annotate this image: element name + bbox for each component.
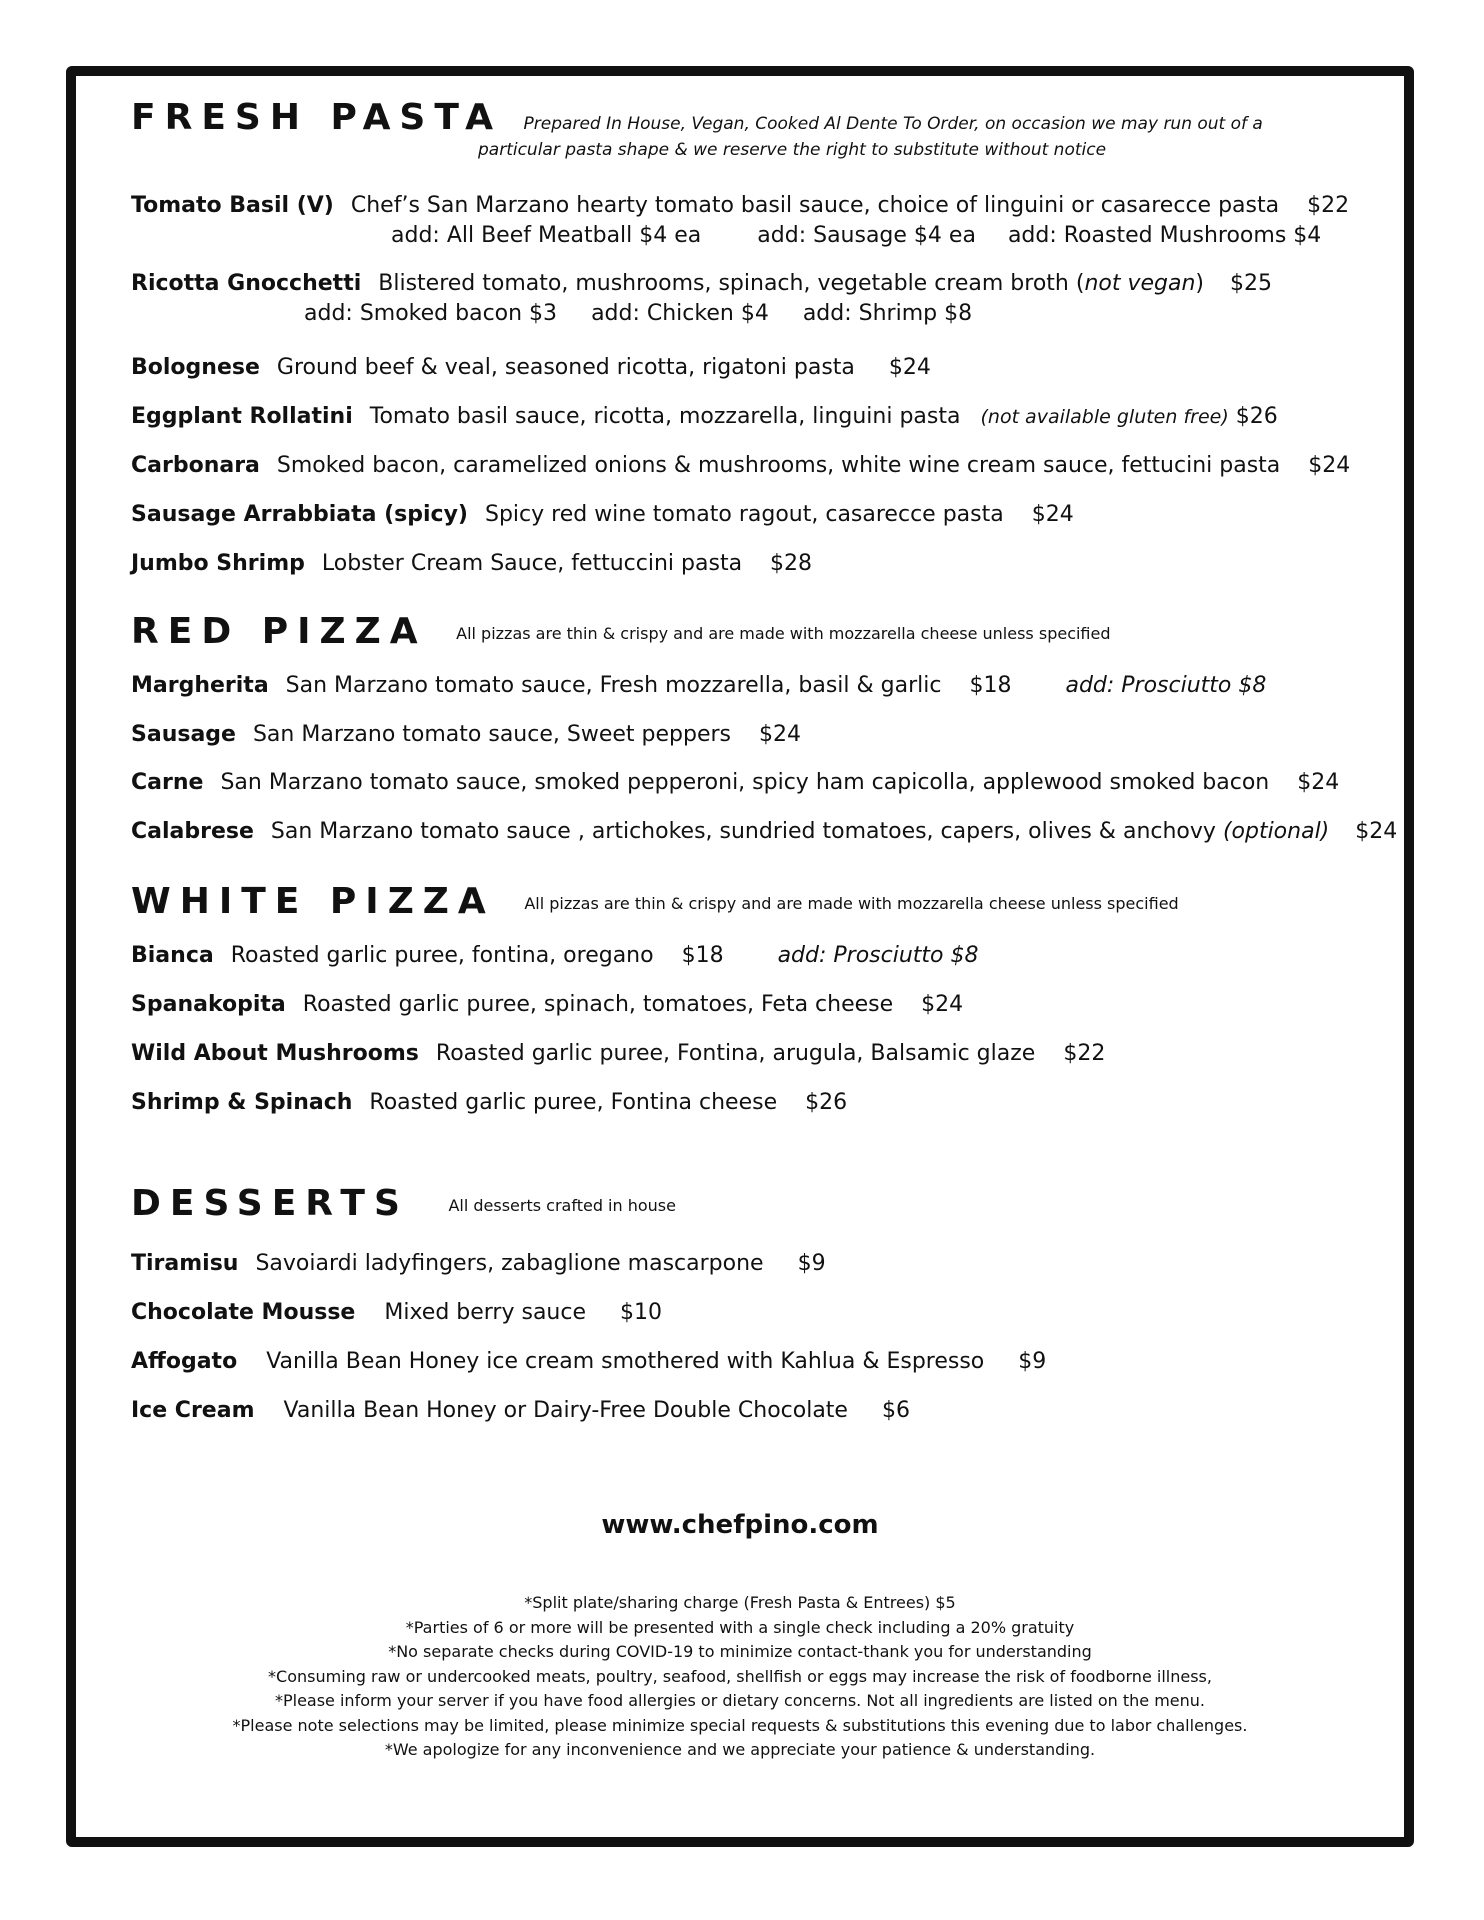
dish-price: $24: [1297, 770, 1340, 795]
dish-name: Carbonara: [131, 453, 260, 478]
dish-description: San Marzano tomato sauce , artichokes, sundried tomatoes, capers, olives & anchovy: [270, 819, 1216, 844]
section-title-desserts: [131, 1184, 676, 1226]
menu-item-ice-cream: [131, 1397, 910, 1425]
dish-description: Mixed berry sauce: [384, 1300, 587, 1325]
menu-item-calabrese: [131, 818, 1397, 846]
dish-price: $24: [1031, 502, 1074, 527]
dish-name: Margherita: [131, 673, 269, 698]
dish-name: Tomato Basil (V): [131, 193, 334, 218]
menu-item-carbonara: [131, 452, 1350, 480]
dish-note: not vegan: [1084, 271, 1196, 296]
dish-description: Vanilla Bean Honey ice cream smothered with Kahlua & Espresso: [266, 1349, 985, 1374]
dish-name: Carne: [131, 770, 204, 795]
dish-note: (not available gluten free): [980, 406, 1229, 428]
white-pizza-note: All pizzas are thin & crispy and are made with mozzarella cheese unless specified: [524, 894, 1179, 913]
dish-name: Sausage: [131, 722, 236, 747]
footer-note: *We apologize for any inconvenience and we appreciate your patience & understanding.: [384, 1740, 1096, 1759]
dish-price: $24: [921, 992, 964, 1017]
footer-note: *Please inform your server if you have food allergies or dietary concerns. Not all ingredients are listed on the menu.: [274, 1691, 1206, 1710]
menu-item-sausage-pizza: [131, 721, 801, 749]
addon: add: All Beef Meatball $4 ea: [391, 223, 702, 248]
dish-note: (optional): [1222, 819, 1330, 844]
menu-item-bolognese: [131, 354, 931, 382]
fresh-pasta-note-line1: Prepared In House, Vegan, Cooked Al Dente To Order, on occasion we may run out of a: [523, 114, 1263, 134]
dish-name: Eggplant Rollatini: [131, 404, 353, 429]
dish-price: $9: [797, 1251, 826, 1276]
addon: add: Prosciutto $8: [777, 943, 979, 968]
addon: add: Shrimp $8: [802, 301, 973, 326]
menu-item-tomato-basil-addons: [391, 222, 1321, 250]
dish-description: Tomato basil sauce, ricotta, mozzarella, linguini pasta: [369, 404, 961, 429]
dish-description: San Marzano tomato sauce, Fresh mozzarella, basil & garlic: [285, 673, 942, 698]
dish-description: Spicy red wine tomato ragout, casarecce pasta: [484, 502, 1004, 527]
dish-name: Affogato: [131, 1349, 238, 1374]
menu-item-eggplant-rollatini: [131, 403, 1278, 431]
dish-price: $25: [1230, 271, 1273, 296]
fresh-pasta-title: FRESH PASTA: [131, 97, 502, 138]
dish-description: Roasted garlic puree, fontina, oregano: [230, 943, 654, 968]
menu-item-sausage-arrabbiata: [131, 501, 1074, 529]
dish-price: $24: [1308, 453, 1351, 478]
menu-item-shrimp-spinach: [131, 1089, 847, 1117]
footer-note: *Consuming raw or undercooked meats, poultry, seafood, shellfish or eggs may increase the risk of foodborne illness,: [268, 1666, 1212, 1686]
dish-name: Jumbo Shrimp: [131, 551, 305, 576]
dish-name: Calabrese: [131, 819, 254, 844]
dish-price: $18: [681, 943, 724, 968]
menu-item-carne: [131, 769, 1339, 797]
dish-description: Roasted garlic puree, Fontina cheese: [369, 1090, 778, 1115]
red-pizza-title: RED PIZZA: [131, 611, 427, 652]
dish-price: $10: [620, 1300, 663, 1325]
footer-note: *Parties of 6 or more will be presented with a single check including a 20% gratuity: [405, 1617, 1075, 1637]
dish-price: $24: [1355, 819, 1398, 844]
dish-name: Wild About Mushrooms: [131, 1041, 419, 1066]
menu-item-ricotta-gnocchetti: [131, 270, 1272, 298]
white-pizza-title: WHITE PIZZA: [131, 881, 495, 922]
dish-name: Shrimp & Spinach: [131, 1090, 353, 1115]
dish-price: $26: [805, 1090, 848, 1115]
section-title-white-pizza: [131, 882, 1179, 924]
addon: add: Smoked bacon $3: [304, 301, 558, 326]
dish-price: $9: [1018, 1349, 1047, 1374]
dish-price: $18: [969, 673, 1012, 698]
desserts-title: DESSERTS: [131, 1183, 409, 1224]
dish-price: $24: [888, 355, 931, 380]
addon: add: Roasted Mushrooms $4: [1007, 223, 1322, 248]
dish-price: $24: [759, 722, 801, 747]
footer-note: *Split plate/sharing charge (Fresh Pasta & Entrees) $5: [524, 1593, 956, 1612]
menu-item-margherita: [131, 672, 1266, 700]
desserts-note: All desserts crafted in house: [448, 1196, 676, 1215]
red-pizza-note: All pizzas are thin & crispy and are made with mozzarella cheese unless specified: [456, 624, 1111, 643]
dish-description: San Marzano tomato sauce, Sweet peppers: [252, 722, 731, 747]
dish-description-end: ): [1195, 271, 1205, 296]
dish-description: Lobster Cream Sauce, fettuccini pasta: [321, 551, 743, 576]
dish-name: Bianca: [131, 943, 214, 968]
footer-note: *Please note selections may be limited, please minimize special requests & substitutions this evening due to labor challenges.: [232, 1715, 1248, 1735]
menu-item-bianca: [131, 942, 978, 970]
dish-description: Chef’s San Marzano hearty tomato basil sauce, choice of linguini or casarecce pasta: [350, 193, 1280, 218]
dish-price: $22: [1307, 193, 1350, 218]
menu-item-tomato-basil: [131, 192, 1349, 220]
dish-description: Roasted garlic puree, Fontina, arugula, Balsamic glaze: [435, 1041, 1036, 1066]
dish-description: San Marzano tomato sauce, smoked pepperoni, spicy ham capicolla, applewood smoked bacon: [220, 770, 1270, 795]
dish-name: Tiramisu: [131, 1251, 239, 1276]
dish-name: Bolognese: [131, 355, 260, 380]
footer-note: *No separate checks during COVID-19 to minimize contact-thank you for understanding: [388, 1642, 1092, 1661]
dish-name: Chocolate Mousse: [131, 1300, 356, 1325]
menu-item-chocolate-mousse: [131, 1299, 662, 1327]
menu-item-wild-about-mushrooms: [131, 1040, 1105, 1068]
dish-description: Vanilla Bean Honey or Dairy-Free Double Chocolate: [283, 1398, 848, 1423]
menu-item-spanakopita: [131, 991, 963, 1019]
dish-description: Ground beef & veal, seasoned ricotta, rigatoni pasta: [276, 355, 855, 380]
footer-notes: [66, 1591, 1414, 1763]
dish-price: $22: [1063, 1041, 1106, 1066]
dish-description: Blistered tomato, mushrooms, spinach, vegetable cream broth (: [378, 271, 1085, 296]
dish-description: Roasted garlic puree, spinach, tomatoes, Feta cheese: [302, 992, 894, 1017]
addon: add: Prosciutto $8: [1065, 673, 1267, 698]
dish-description: Savoiardi ladyfingers, zabaglione mascarpone: [255, 1251, 764, 1276]
dish-name: Ricotta Gnocchetti: [131, 271, 362, 296]
menu-item-jumbo-shrimp: [131, 550, 812, 578]
dish-price: $6: [881, 1398, 910, 1423]
menu-item-affogato: [131, 1348, 1046, 1376]
dish-price: $26: [1235, 404, 1278, 429]
addon: add: Sausage $4 ea: [757, 223, 976, 248]
addon: add: Chicken $4: [591, 301, 769, 326]
dish-name: Spanakopita: [131, 992, 286, 1017]
dish-name: Sausage Arrabbiata (spicy): [131, 502, 468, 527]
menu-item-ricotta-gnocchetti-addons: [304, 300, 972, 328]
dish-name: Ice Cream: [131, 1398, 255, 1423]
dish-description: Smoked bacon, caramelized onions & mushrooms, white wine cream sauce, fettucini pasta: [276, 453, 1281, 478]
fresh-pasta-note-line2: particular pasta shape & we reserve the right to substitute without notice: [478, 140, 1107, 160]
section-title-red-pizza: [131, 612, 1111, 654]
website-link[interactable]: www.chefpino.com: [601, 1510, 879, 1540]
menu-item-tiramisu: [131, 1250, 826, 1278]
dish-price: $28: [770, 551, 813, 576]
